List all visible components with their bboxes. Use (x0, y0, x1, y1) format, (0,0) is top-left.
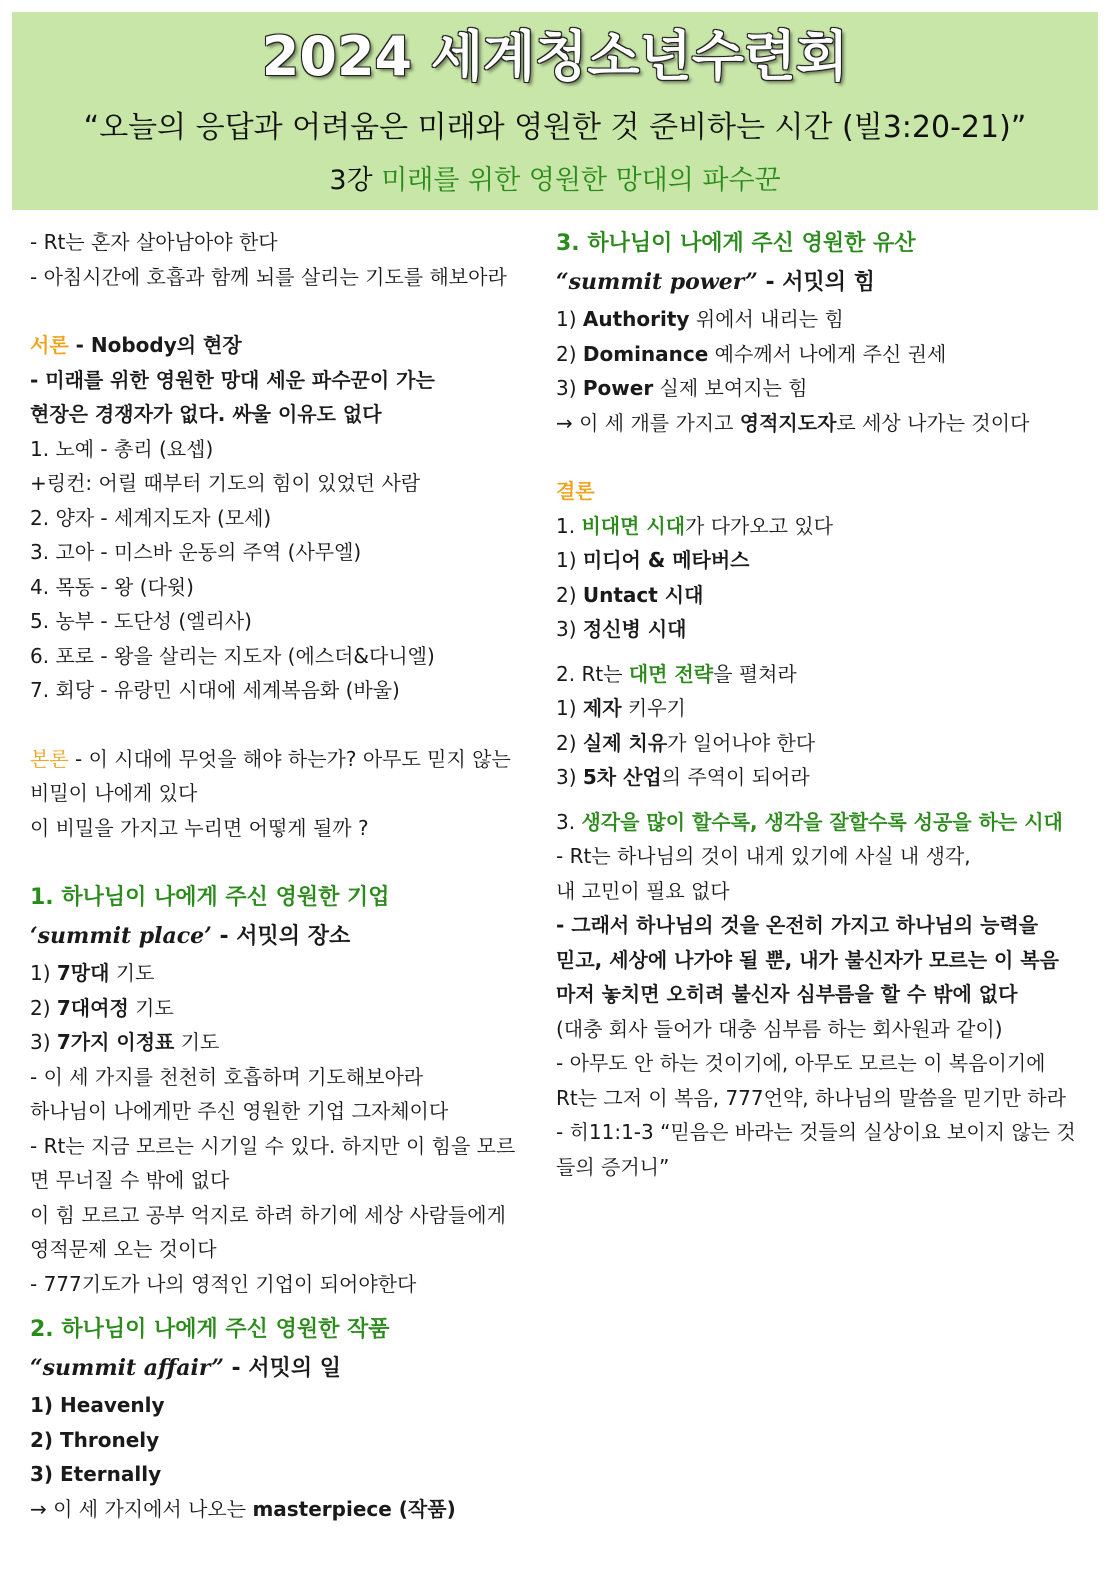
left-column (30, 225, 530, 1526)
section1-summit-en: ‘summit place’ (30, 923, 212, 949)
seoron-label: 서론 (30, 333, 69, 357)
list-item: 1) Heavenly (30, 1393, 165, 1417)
list-item (556, 337, 1096, 372)
gyeolron-point-3 (556, 805, 1096, 840)
list-item: 2. 양자 - 세계지도자 (모세) (30, 505, 272, 530)
point-rest: 을 펼쳐라 (713, 661, 797, 686)
point-rest: 가 다가오고 있다 (685, 513, 833, 538)
point-highlight: 대면 전략 (628, 661, 714, 686)
list-item (556, 612, 1096, 647)
lecture-number: 3강 (329, 165, 373, 196)
item-prefix: 3) (556, 617, 583, 641)
item-bold: Authority (582, 307, 690, 331)
list-item (30, 991, 530, 1026)
page-subtitle: “오늘의 응답과 어려움은 미래와 영원한 것 준비하는 시간 (빌3:20-21)” (83, 110, 1027, 145)
lecture-topic: 미래를 위한 영원한 망대의 파수꾼 (381, 165, 781, 196)
lecture-heading (12, 162, 1098, 200)
bonron-line-3: 이 비밀을 가지고 누리면 어떻게 될까 ? (30, 815, 369, 840)
point3-bold-line: - 그래서 하나님의 것을 온전히 가지고 하나님의 능력을 (556, 913, 1039, 937)
gyeolron-point-1 (556, 509, 1096, 544)
item-prefix: 1) (556, 696, 583, 720)
section2-summit-ko: - 서밋의 일 (223, 1356, 342, 1381)
section3-summit-en: “summit power” (556, 269, 758, 295)
right-column (556, 225, 1096, 1184)
section3-arrow-line (556, 406, 1096, 441)
section1-line: 하나님이 나에게만 주신 영원한 기업 그자체이다 (30, 1099, 449, 1123)
point-highlight: 비대면 시대 (581, 513, 686, 538)
item-prefix: 1) (556, 548, 583, 572)
item-rest: 기도 (128, 995, 174, 1020)
arrow-text-post: 로 세상 나가는 것이다 (836, 410, 1030, 435)
item-prefix: 1) (30, 961, 57, 985)
section1-line: 영적문제 오는 것이다 (30, 1237, 217, 1261)
item-bold: 실제 치유 (582, 730, 668, 755)
item-bold: 7망대 (56, 961, 110, 985)
seoron-heading (30, 328, 530, 363)
item-prefix: 2) (556, 582, 583, 607)
list-item: 7. 회당 - 유랑민 시대에 세계복음화 (바울) (30, 678, 400, 702)
list-item (556, 691, 1096, 726)
bonron-line-1-text: - 이 시대에 무엇을 해야 하는가? 아무도 믿지 않는 (68, 746, 511, 771)
point3-line: Rt는 그저 이 복음, 777언약, 하나님의 말씀을 믿기만 하라 (556, 1085, 1066, 1110)
section1-summit (30, 917, 530, 956)
list-item (30, 956, 530, 991)
page-title: 2024 세계청소년수련회 (261, 25, 849, 88)
intro-line-1: - Rt는 혼자 살아남아야 한다 (30, 230, 278, 254)
point3-line: - 아무도 안 하는 것이기에, 아무도 모르는 이 복음이기에 (556, 1051, 1046, 1075)
item-bold: 7가지 이정표 (56, 1030, 175, 1054)
list-item: 3. 고아 - 미스바 운동의 주역 (사무엘) (30, 540, 362, 564)
gyeolron-label: 결론 (556, 479, 595, 503)
point-highlight: 생각을 많이 할수록, 생각을 잘할수록 성공을 하는 시대 (581, 809, 1063, 834)
section1-title: 1. 하나님이 나에게 주신 영원한 기업 (30, 885, 390, 910)
seoron-title: - Nobody의 현장 (68, 333, 242, 357)
bonron-line-2: 비밀이 나에게 있다 (30, 781, 198, 805)
section1-line: 면 무너질 수 밖에 없다 (30, 1168, 230, 1192)
point3-line: - Rt는 하나님의 것이 내게 있기에 사실 내 생각, (556, 844, 971, 868)
gyeolron-point-2 (556, 657, 1096, 692)
point3-line: (대충 회사 들어가 대충 심부름 하는 회사원과 같이) (556, 1016, 1003, 1041)
seoron-bold-line-2: 현장은 경쟁자가 없다. 싸울 이유도 없다 (30, 402, 382, 426)
item-prefix: 2) (556, 730, 583, 755)
item-bold: Dominance (582, 341, 709, 366)
list-item (556, 371, 1096, 406)
list-item (556, 726, 1096, 761)
item-rest: 의 주역이 되어라 (661, 765, 810, 789)
item-bold: Power (582, 376, 654, 400)
point3-line: 내 고민이 필요 없다 (556, 878, 730, 903)
section3-summit-ko: - 서밋의 힘 (757, 270, 875, 295)
intro-line-2: - 아침시간에 호흡과 함께 뇌를 살리는 기도를 해보아라 (30, 264, 507, 289)
item-rest: 위에서 내리는 힘 (689, 307, 844, 331)
arrow-bold: 영적지도자 (739, 410, 837, 435)
list-item (556, 578, 1096, 613)
section2-summit (30, 1349, 530, 1388)
item-prefix: 2) (556, 341, 583, 366)
list-item (556, 302, 1096, 337)
list-item: 4. 목동 - 왕 (다윗) (30, 574, 194, 599)
section1-line: - 이 세 가지를 천천히 호흡하며 기도해보아라 (30, 1064, 424, 1089)
arrow-bold: masterpiece (작품) (252, 1496, 456, 1521)
item-bold: 정신병 시대 (582, 617, 687, 641)
item-prefix: 3) (556, 376, 583, 400)
section2-title: 2. 하나님이 나에게 주신 영원한 작품 (30, 1317, 390, 1342)
item-rest: 실제 보여지는 힘 (653, 376, 808, 400)
item-rest: 기도 (174, 1030, 220, 1054)
point3-bold-line: 마저 놓치면 오히려 불신자 심부름을 할 수 밖에 없다 (556, 982, 1018, 1006)
bonron-label: 본론 (30, 746, 69, 771)
arrow-text: → 이 세 개를 가지고 (556, 410, 740, 435)
item-rest: 예수께서 나에게 주신 권세 (708, 341, 947, 366)
item-rest: 기도 (109, 961, 155, 985)
point3-line: 들의 증거니” (556, 1154, 670, 1179)
item-rest: 가 일어나야 한다 (667, 730, 816, 755)
section3-summit (556, 263, 1096, 302)
point-prefix: 1. (556, 513, 582, 538)
list-item: 5. 농부 - 도단성 (엘리사) (30, 609, 252, 633)
item-bold: 미디어 & 메타버스 (582, 548, 750, 572)
list-item (556, 760, 1096, 795)
point-prefix: 2. Rt는 (556, 661, 629, 686)
item-prefix: 2) (30, 995, 57, 1020)
list-item: +링컨: 어릴 때부터 기도의 힘이 있었던 사람 (30, 471, 421, 495)
arrow-text: → 이 세 가지에서 나오는 (30, 1496, 253, 1521)
list-item: 2) Thronely (30, 1427, 160, 1452)
seoron-bold-line-1: - 미래를 위한 영원한 망대 세운 파수꾼이 가는 (30, 367, 435, 392)
section3-title: 3. 하나님이 나에게 주신 영원한 유산 (556, 231, 916, 256)
list-item: 1. 노예 - 총리 (요셉) (30, 436, 214, 461)
header-banner (12, 12, 1098, 210)
item-bold: 7대여정 (56, 995, 129, 1020)
list-item (556, 543, 1096, 578)
section1-line: - 777기도가 나의 영적인 기업이 되어야한다 (30, 1271, 417, 1296)
item-rest: 키우기 (621, 696, 686, 720)
section1-summit-ko: - 서밋의 장소 (211, 924, 351, 949)
section2-arrow-line (30, 1492, 530, 1527)
point3-bold-line: 믿고, 세상에 나가야 될 뿐, 내가 불신자가 모르는 이 복음 (556, 947, 1059, 972)
list-item: 3) Eternally (30, 1462, 162, 1486)
bonron-line-1 (30, 742, 530, 777)
point3-line: - 히11:1-3 “믿음은 바라는 것들의 실상이요 보이지 않는 것 (556, 1120, 1076, 1144)
item-prefix: 3) (556, 765, 583, 789)
list-item: 6. 포로 - 왕을 살리는 지도자 (에스더&다니엘) (30, 643, 435, 668)
section1-line: 이 힘 모르고 공부 억지로 하려 하기에 세상 사람들에게 (30, 1202, 506, 1227)
item-prefix: 3) (30, 1030, 57, 1054)
item-prefix: 1) (556, 307, 583, 331)
section2-summit-en: “summit affair” (30, 1355, 224, 1381)
list-item (30, 1025, 530, 1060)
item-bold: 5차 산업 (582, 765, 662, 789)
section1-line: - Rt는 지금 모르는 시기일 수 있다. 하지만 이 힘을 모르 (30, 1133, 516, 1158)
item-bold: 제자 (582, 696, 622, 720)
point-prefix: 3. (556, 809, 582, 834)
item-bold: Untact 시대 (582, 582, 704, 607)
